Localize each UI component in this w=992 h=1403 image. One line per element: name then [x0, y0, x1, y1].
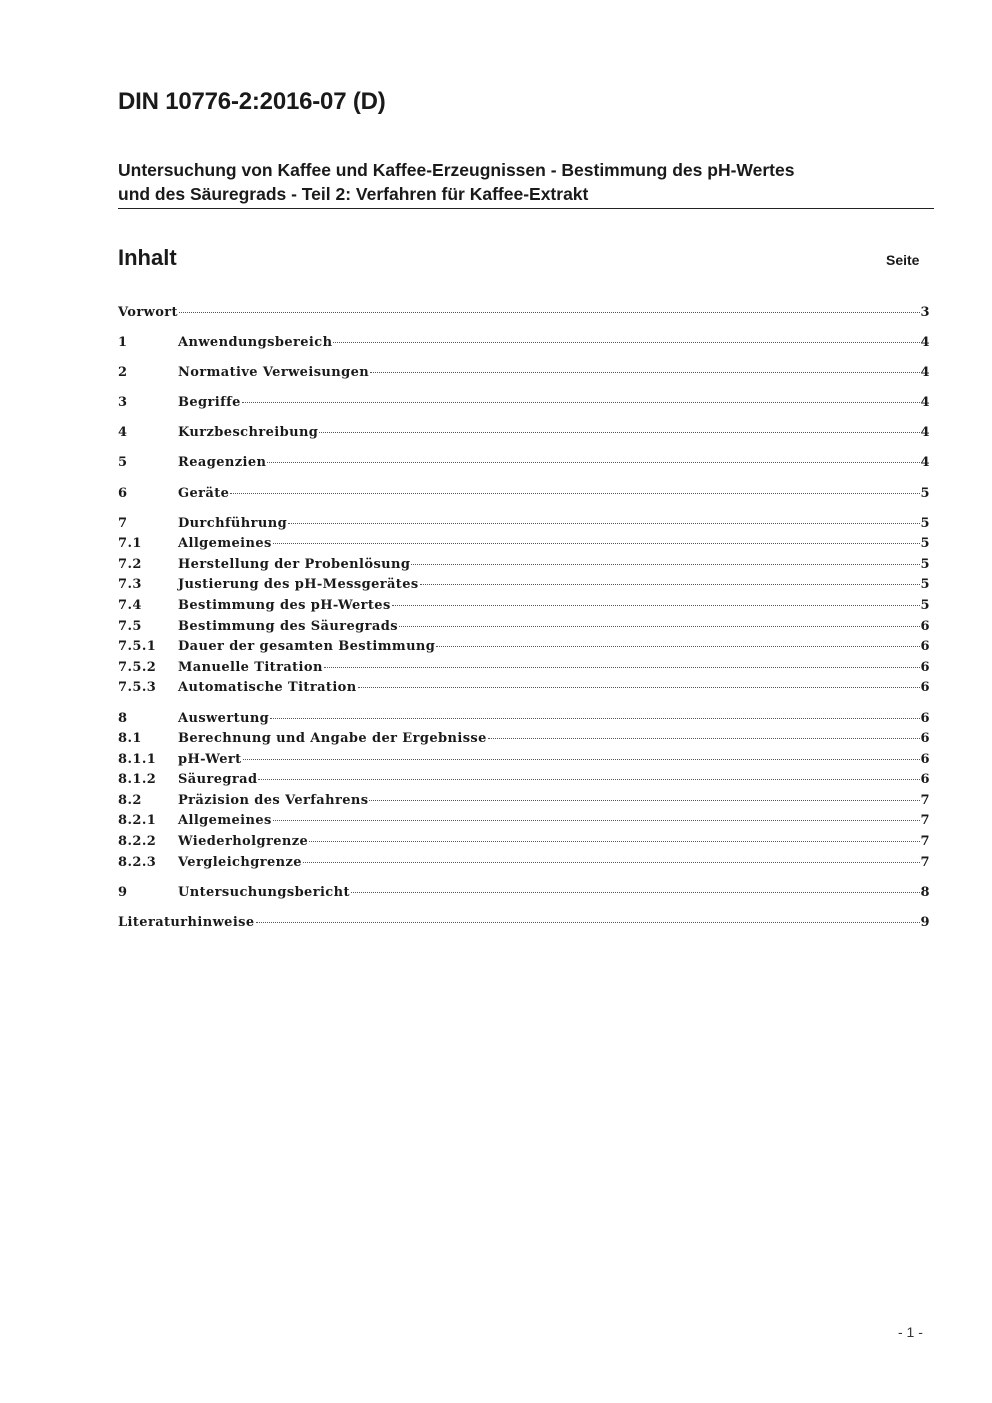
toc-entry-number: 7.5.2 [118, 659, 157, 675]
toc-entry-page: 4 [920, 365, 930, 381]
toc-entry-page: 7 [920, 813, 930, 829]
toc-entry-number: 3 [118, 395, 128, 411]
toc-entry-label: Vergleichgrenze [178, 854, 302, 870]
toc-leader [242, 401, 920, 403]
toc-entry-page: 9 [920, 914, 930, 930]
toc-entry[interactable] [118, 709, 930, 730]
toc-leader [273, 819, 920, 821]
toc-entry[interactable] [118, 534, 930, 555]
toc-entry-page: 3 [920, 305, 930, 320]
toc-entry-number: 7.3 [118, 577, 142, 593]
toc-leader [392, 604, 920, 606]
toc-leader [258, 778, 919, 780]
toc-entry[interactable] [118, 393, 930, 414]
toc-leader [270, 717, 919, 719]
toc-entry-label: Normative Verweisungen [178, 365, 370, 381]
toc-entry-page: 5 [920, 536, 930, 552]
toc-entry-page: 4 [920, 395, 930, 411]
toc-entry-label: Automatische Titration [178, 680, 357, 696]
toc-entry[interactable] [118, 333, 930, 354]
toc-entry-label: Vorwort [118, 305, 178, 320]
toc-leader [256, 921, 920, 923]
toc-entry[interactable] [118, 453, 930, 474]
toc-leader [333, 341, 919, 343]
toc-entry[interactable] [118, 596, 930, 617]
toc-leader [369, 799, 919, 801]
toc-entry-label: Herstellung der Probenlösung [178, 556, 411, 572]
toc-leader [309, 840, 919, 842]
toc-leader [267, 461, 919, 463]
toc-leader [351, 891, 920, 893]
toc-entry-number: 7.2 [118, 556, 142, 572]
toc-entry-page: 7 [920, 792, 930, 808]
toc-entry[interactable] [118, 853, 930, 874]
toc-entry[interactable] [118, 913, 930, 934]
toc-entry-label: Anwendungsbereich [178, 335, 333, 351]
toc-entry-page: 5 [920, 577, 930, 593]
table-of-contents [118, 303, 930, 933]
toc-entry-label: Literaturhinweise [118, 914, 255, 930]
toc-entry-page: 6 [920, 680, 930, 696]
toc-entry-page: 5 [920, 485, 930, 501]
toc-entry-number: 8 [118, 710, 128, 726]
toc-entry[interactable] [118, 791, 930, 812]
toc-leader [399, 625, 920, 627]
document-title: DIN 10776-2:2016-07 (D) [118, 88, 386, 115]
toc-leader [358, 686, 920, 688]
toc-leader [411, 563, 919, 565]
toc-entry-label: Durchführung [178, 515, 288, 531]
toc-entry-label: Geräte [178, 485, 230, 501]
toc-entry-label: Dauer der gesamten Bestimmung [178, 639, 436, 655]
toc-entry-label: Untersuchungsbericht [178, 884, 350, 900]
toc-entry-page: 7 [920, 834, 930, 850]
document-subtitle [118, 158, 934, 209]
toc-entry[interactable] [118, 303, 930, 324]
toc-entry-label: Berechnung und Angabe der Ergebnisse [178, 731, 487, 747]
toc-entry-page: 6 [920, 751, 930, 767]
toc-entry-page: 4 [920, 425, 930, 441]
toc-entry-label: Bestimmung des pH-Wertes [178, 598, 391, 614]
toc-entry-number: 7.5.3 [118, 680, 157, 696]
toc-entry[interactable] [118, 555, 930, 576]
toc-entry[interactable] [118, 678, 930, 699]
toc-entry-number: 9 [118, 884, 128, 900]
toc-entry-number: 7 [118, 515, 128, 531]
toc-entry-page: 4 [920, 455, 930, 471]
toc-entry-label: Präzision des Verfahrens [178, 792, 369, 808]
toc-entry-number: 7.5.1 [118, 639, 157, 655]
toc-entry-label: Reagenzien [178, 455, 267, 471]
toc-entry-number: 6 [118, 485, 128, 501]
toc-entry-page: 5 [920, 598, 930, 614]
toc-entry-number: 1 [118, 335, 128, 351]
toc-entry[interactable] [118, 423, 930, 444]
toc-entry-page: 5 [920, 556, 930, 572]
toc-leader [370, 371, 919, 373]
toc-entry-page: 6 [920, 659, 930, 675]
toc-entry-number: 8.2 [118, 792, 142, 808]
toc-leader [436, 645, 919, 647]
toc-entry[interactable] [118, 729, 930, 750]
toc-entry-number: 2 [118, 365, 128, 381]
subtitle-line-1: Untersuchung von Kaffee und Kaffee-Erzeugnissen - Bestimmung des pH-Wertes [118, 160, 795, 180]
toc-entry-number: 8.2.3 [118, 854, 157, 870]
toc-entry-label: Bestimmung des Säuregrads [178, 618, 398, 634]
toc-entry-label: Allgemeines [178, 536, 272, 552]
toc-leader [288, 522, 919, 524]
toc-leader [230, 492, 919, 494]
toc-entry-number: 4 [118, 425, 128, 441]
toc-entry-label: Justierung des pH-Messgerätes [178, 577, 419, 593]
toc-entry-number: 8.2.2 [118, 834, 157, 850]
toc-entry-label: Allgemeines [178, 813, 272, 829]
toc-entry-number: 8.1.1 [118, 751, 157, 767]
toc-entry[interactable] [118, 363, 930, 384]
toc-entry-page: 8 [920, 884, 930, 900]
toc-entry[interactable] [118, 514, 930, 535]
toc-leader [303, 861, 920, 863]
toc-entry-page: 6 [920, 618, 930, 634]
toc-leader [273, 542, 920, 544]
toc-leader [324, 666, 920, 668]
page-number: - 1 - [898, 1324, 923, 1340]
toc-entry[interactable] [118, 811, 930, 832]
toc-entry-label: Auswertung [178, 710, 270, 726]
toc-entry-label: Manuelle Titration [178, 659, 323, 675]
toc-entry[interactable] [118, 832, 930, 853]
toc-entry-page: 7 [920, 854, 930, 870]
toc-entry-number: 8.1.2 [118, 772, 157, 788]
toc-entry[interactable] [118, 750, 930, 771]
toc-leader [243, 758, 920, 760]
toc-entry[interactable] [118, 658, 930, 679]
toc-page-column-label: Seite [886, 252, 920, 268]
toc-entry-number: 7.4 [118, 598, 142, 614]
toc-entry-number: 5 [118, 455, 128, 471]
toc-entry-page: 6 [920, 772, 930, 788]
toc-entry-label: Begriffe [178, 395, 241, 411]
toc-entry-number: 7.5 [118, 618, 142, 634]
subtitle-line-2: und des Säuregrads - Teil 2: Verfahren für Kaffee-Extrakt [118, 184, 589, 204]
toc-entry-label: Wiederholgrenze [178, 834, 309, 850]
toc-entry-page: 6 [920, 639, 930, 655]
toc-entry[interactable] [118, 770, 930, 791]
toc-entry-page: 5 [920, 515, 930, 531]
toc-entry-number: 8.2.1 [118, 813, 157, 829]
toc-leader [420, 583, 920, 585]
toc-entry-label: Kurzbeschreibung [178, 425, 319, 441]
toc-entry[interactable] [118, 617, 930, 638]
toc-entry[interactable] [118, 484, 930, 505]
toc-entry[interactable] [118, 637, 930, 658]
toc-heading: Inhalt [118, 245, 177, 270]
toc-leader [319, 431, 919, 433]
toc-entry-page: 4 [920, 335, 930, 351]
toc-entry-label: pH-Wert [178, 751, 242, 767]
toc-entry-number: 8.1 [118, 731, 142, 747]
toc-leader [179, 311, 920, 313]
toc-entry[interactable] [118, 883, 930, 904]
toc-entry[interactable] [118, 575, 930, 596]
toc-entry-number: 7.1 [118, 536, 142, 552]
toc-entry-page: 6 [920, 710, 930, 726]
toc-leader [488, 737, 920, 739]
toc-entry-label: Säuregrad [178, 772, 258, 788]
toc-entry-page: 6 [920, 731, 930, 747]
